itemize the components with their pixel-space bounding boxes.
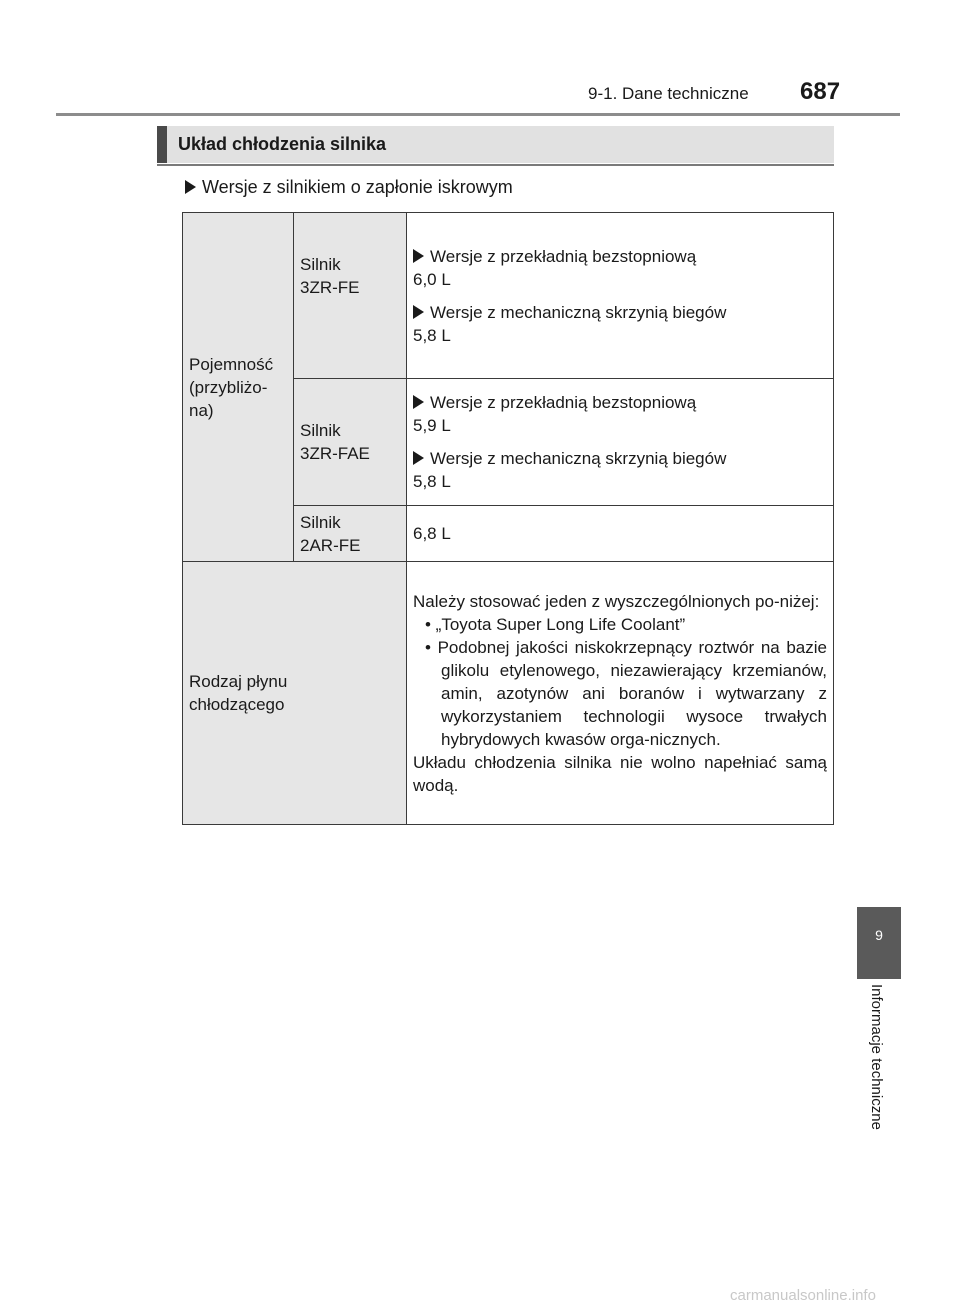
capacity-value-cell [407,379,834,506]
chapter-tab[interactable] [857,907,901,979]
chapter-label: Informacje techniczne [868,984,885,1130]
arrow-right-icon [185,180,196,194]
option [413,245,827,291]
engine-cell-3zr-fe [294,213,407,379]
table-row [183,213,834,379]
option-value: 5,8 L [413,325,451,345]
capacity-label: Pojemność (przybliżo- na) [189,354,274,420]
subheading [185,177,513,198]
capacity-value-cell [407,506,834,562]
section-title: Układ chłodzenia silnika [178,134,387,154]
option [413,391,827,437]
watermark: carmanualsonline.info [730,1287,876,1304]
arrow-right-icon [413,305,424,319]
capacity-value: 6,8 L [413,524,451,543]
arrow-right-icon [413,451,424,465]
section-name: 9-1. Dane techniczne [588,84,749,103]
option-name: Wersje z mechaniczną skrzynią biegów [430,302,727,322]
option-value: 6,0 L [413,269,451,289]
coolant-label-cell [183,562,407,825]
engine-label: Silnik 2AR-FE [300,512,361,555]
option [413,447,827,493]
engine-label: Silnik 3ZR-FE [300,255,360,297]
coolant-intro: Należy stosować jeden z wyszczególnionych po-niżej: [413,591,820,611]
page-number: 687 [800,78,841,105]
capacity-value-cell [407,213,834,379]
engine-cell-2ar-fe [294,506,407,562]
coolant-value-cell [407,562,834,825]
section-title-bar [157,126,834,163]
subheading-text: Wersje z silnikiem o zapłonie iskrowym [202,177,513,197]
option-name: Wersje z przekładnią bezstopniową [430,246,697,266]
coolant-note: Układu chłodzenia silnika nie wolno napełniać samą wodą. [413,752,827,795]
header-rule [56,113,900,116]
option-name: Wersje z mechaniczną skrzynią biegów [430,449,727,468]
capacity-label-cell [183,213,294,562]
engine-cell-3zr-fae [294,379,407,506]
chapter-number: 9 [875,927,883,943]
arrow-right-icon [413,395,424,409]
coolant-label: Rodzaj płynu chłodzącego [189,672,288,714]
option-name: Wersje z przekładnią bezstopniową [430,393,697,412]
table-row [183,562,834,825]
option [413,301,827,347]
arrow-right-icon [413,249,424,263]
option-value: 5,8 L [413,472,451,491]
coolant-bullet: • „Toyota Super Long Life Coolant” [425,614,686,634]
option-value: 5,9 L [413,416,451,435]
coolant-bullet: • Podobnej jakości niskokrzepnący roztwór na bazie glikolu etylenowego, niezawierający krzemianów, amin, azotynów ani boranów i wytwarzany z wykorzystaniem technologii wysoce trwałych hybrydowych kwasów orga-nicznych. [425,637,827,749]
coolant-spec-table [182,212,834,825]
engine-label: Silnik 3ZR-FAE [300,421,370,463]
